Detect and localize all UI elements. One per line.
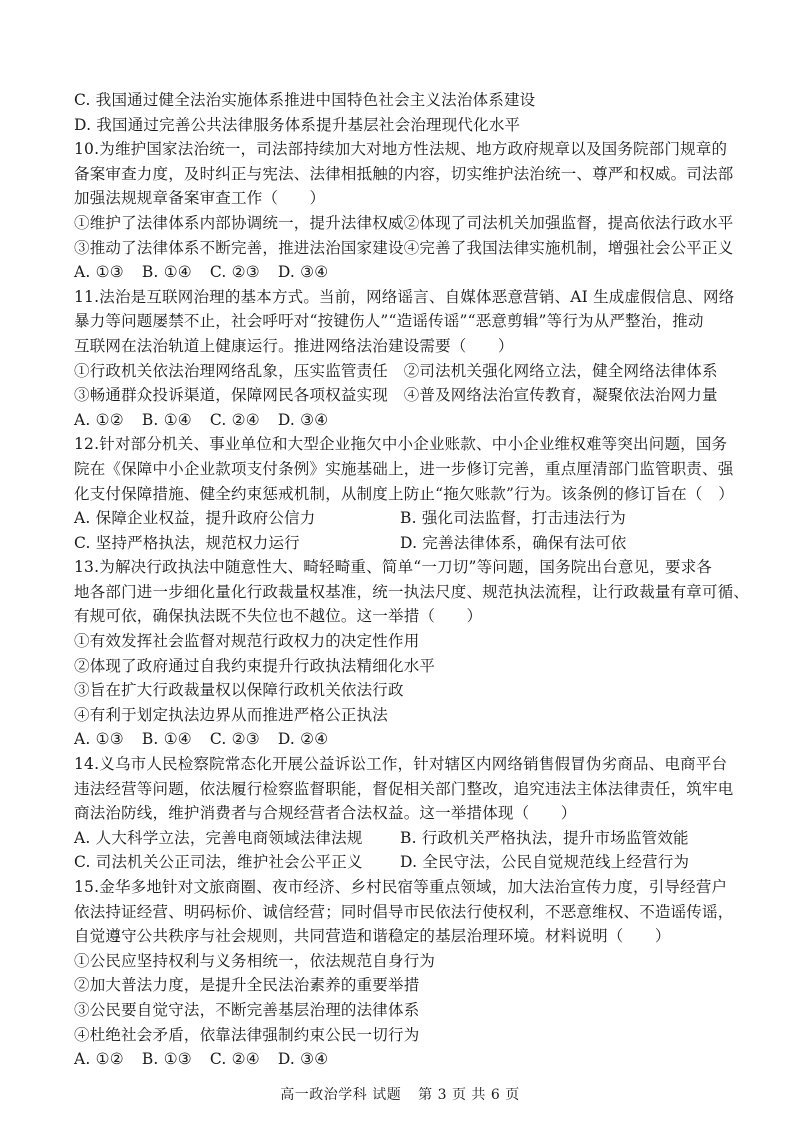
answer-option: B. ①④	[141, 730, 192, 749]
text-line: ③推动了法律体系不断完善，推进法治国家建设④完善了我国法律实施机制，增强社会公平正义	[74, 238, 734, 257]
answer-option: A. 保障企业权益，提升政府公信力	[74, 509, 316, 528]
text-line: ③旨在扩大行政裁量权以保障行政机关依法行政	[74, 681, 404, 700]
answer-options	[74, 1047, 744, 1072]
text-line: 违法经营等问题，依法履行检察监督职能，督促相关部门整改，追究违法主体法律责任，筑牢电	[74, 779, 734, 798]
text-line: ②体现了政府通过自我约束提升行政执法精细化水平	[74, 656, 436, 675]
answer-option: B. ①④	[141, 410, 192, 429]
answer-option: D. ②④	[277, 730, 329, 749]
text-line: 加强法规规章备案审查工作（ ）	[74, 189, 326, 208]
text-line: ③公民要自觉守法，不断完善基层治理的法律体系	[74, 1000, 420, 1019]
text-line: ①维护了法律体系内部协调统一，提升法律权威②体现了司法机关加强监督，提高依法行政水平	[74, 213, 734, 232]
text-line: 15.金华多地针对文旅商圈、夜市经济、乡村民宿等重点领域，加大法治宣传力度，引导经营户	[74, 878, 728, 896]
footer-page-number: 第 3 页 共 6 页	[418, 1087, 520, 1103]
footer-subject: 高一政治学科 试题	[280, 1087, 402, 1103]
text-line: 11.法治是互联网治理的基本方式。当前，网络谣言、自媒体恶意营销、AI 生成虚假信息、网络	[74, 287, 735, 306]
answer-option: A. ①③	[74, 730, 124, 749]
text-line: 自觉遵守公共秩序与社会规则，共同营造和谐稳定的基层治理环境。材料说明（ ）	[74, 927, 671, 946]
answer-option: C. ②③	[209, 730, 260, 749]
text-line: D. 我国通过完善公共法律服务体系提升基层社会治理现代化水平	[74, 115, 521, 134]
text-line: ①有效发挥社会监督对规范行政权力的决定性作用	[74, 632, 420, 651]
answer-option: C. ②④	[209, 410, 260, 429]
text-line: ③畅通群众投诉渠道，保障网民各项权益实现 ④普及网络法治宣传教育，凝聚依法治网力量	[74, 386, 718, 405]
text-line: ②加大普法力度，是提升全民法治素养的重要举措	[74, 976, 420, 995]
answer-option: B. ①③	[141, 1050, 192, 1069]
answer-option: A. ①③	[74, 263, 124, 282]
answer-option: C. ②③	[209, 263, 260, 282]
text-line: ①公民应坚持权利与义务相统一，依法规范自身行为	[74, 951, 436, 970]
answer-option: D. 完善法律体系，确保有法可依	[400, 533, 627, 552]
answer-options	[74, 260, 744, 285]
answer-option: C. 坚持严格执法，规范权力运行	[74, 533, 300, 552]
text-line: 12.针对部分机关、事业单位和大型企业拖欠中小企业账款、中小企业维权难等突出问题，国务	[74, 435, 728, 454]
answer-option: C. ②④	[209, 1050, 260, 1069]
answer-option: C. 司法机关公正司法，维护社会公平正义	[74, 853, 363, 872]
text-line: 有规可依，确保执法既不失位也不越位。这一举措（ ）	[74, 607, 483, 626]
answer-option: B. 强化司法监督，打击违法行为	[400, 509, 626, 528]
text-line: 商法治防线，维护消费者与合规经营者合法权益。这一举措体现（ ）	[74, 804, 577, 823]
answer-option: D. 全民守法，公民自觉规范线上经营行为	[400, 853, 690, 872]
answer-option: B. 行政机关严格执法，提升市场监管效能	[400, 828, 689, 847]
answer-option: A. ①②	[74, 1050, 124, 1069]
text-line: 依法持证经营、明码标价、诚信经营；同时倡导市民依法行使权利，不恶意维权、不造谣传谣，	[74, 902, 734, 921]
answer-option: A. 人大科学立法，完善电商领域法律法规	[74, 828, 363, 847]
text-line: ④杜绝社会矛盾，依靠法律强制约束公民一切行为	[74, 1025, 420, 1044]
answer-options	[74, 506, 744, 531]
answer-option: B. ①④	[141, 263, 192, 282]
text-line: 互联网在法治轨道上健康运行。推进网络法治建设需要（ ）	[74, 336, 514, 355]
exam-content	[74, 88, 750, 1072]
answer-options	[74, 531, 744, 556]
answer-options	[74, 408, 744, 433]
answer-options	[74, 850, 744, 875]
answer-option: D. ③④	[277, 410, 329, 429]
text-line: 备案审查力度，及时纠正与宪法、法律相抵触的内容，切实维护法治统一、尊严和权威。司法部	[74, 164, 734, 183]
text-line: 地各部门进一步细化量化行政裁量权基准，统一执法尺度、规范执法流程，让行政裁量有章可循、	[74, 582, 750, 601]
answer-options	[74, 727, 744, 752]
text-line: 14.义乌市人民检察院常态化开展公益诉讼工作，针对辖区内网络销售假冒伪劣商品、电商平台	[74, 755, 728, 774]
answer-options	[74, 826, 744, 851]
answer-option: D. ③④	[277, 263, 329, 282]
text-line: 暴力等问题屡禁不止，社会呼吁对“按键伤人”“造谣传谣”“恶意剪辑”等行为从严整治，推动	[74, 312, 704, 331]
text-line: 10.为维护国家法治统一，司法部持续加大对地方性法规、地方政府规章以及国务院部门规章的	[74, 140, 728, 159]
answer-option: D. ③④	[277, 1050, 329, 1069]
answer-option: A. ①②	[74, 410, 124, 429]
text-line: ①行政机关依法治理网络乱象，压实监管责任 ②司法机关强化网络立法，健全网络法律体系	[74, 361, 718, 380]
text-line: C. 我国通过健全法治实施体系推进中国特色社会主义法治体系建设	[74, 91, 536, 109]
text-line: 13.为解决行政执法中随意性大、畸轻畸重、简单“一刀切”等问题，国务院出台意见，要求各	[74, 558, 713, 577]
text-line: 化支付保障措施、健全约束惩戒机制，从制度上防止“拖欠账款”行为。该条例的修订旨在（ ）	[74, 484, 734, 503]
page-footer	[0, 1084, 800, 1104]
text-line: ④有利于划定执法边界从而推进严格公正执法	[74, 705, 389, 724]
text-line: 院在《保障中小企业款项支付条例》实施基础上，进一步修订完善，重点厘清部门监管职责、强	[74, 459, 734, 478]
